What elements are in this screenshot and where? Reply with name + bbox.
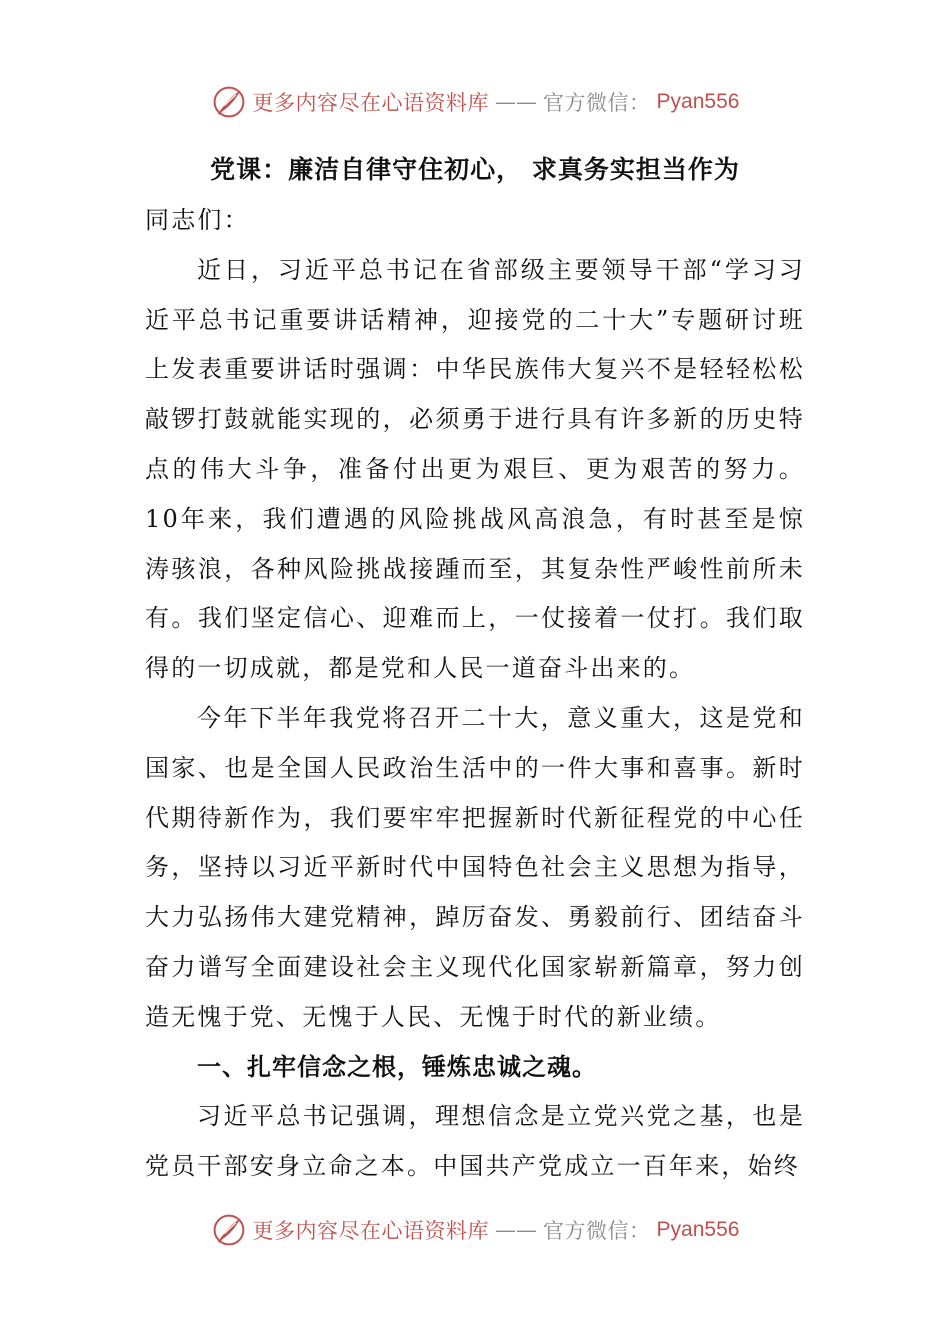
quill-pen-logo-icon: [211, 1212, 247, 1248]
watermark-contact-id: Pyan556: [656, 1218, 740, 1241]
watermark-contact-label: 官方微信：: [543, 91, 651, 115]
watermark-contact-label: 官方微信：: [543, 1219, 651, 1243]
watermark-text: 更多内容尽在心语资料库: [252, 91, 490, 115]
body-paragraph-1: 近日，习近平总书记在省部级主要领导干部“学习习近平总书记重要讲话精神，迎接党的二十大”专题研讨班上发表重要讲话时强调：中华民族伟大复兴不是轻轻松松敲锣打鼓就能实现的，必须勇于进行具有许多新的历史特点的伟大斗争，准备付出更为艰巨、更为艰苦的努力。10年来，我们遭遇的风险挑战风高浪急，有时甚至是惊涛骇浪，各种风险挑战接踵而至，其复杂性严峻性前所未有。我们坚定信心、迎难而上，一仗接着一仗打。我们取得的一切成就，都是党和人民一道奋斗出来的。: [145, 255, 805, 683]
section-paragraph-1: 习近平总书记强调，理想信念是立党兴党之基，也是党员干部安身立命之本。中国共产党成立一百年来，始终: [145, 1102, 805, 1181]
salutation: 同志们：: [145, 206, 250, 234]
body-paragraph-2: 今年下半年我党将召开二十大，意义重大，这是党和国家、也是全国人民政治生活中的一件大事和喜事。新时代期待新作为，我们要牢牢把握新时代新征程党的中心任务，坚持以习近平新时代中国特色社会主义思想为指导，大力弘扬伟大建党精神，踔厉奋发、勇毅前行、团结奋斗奋力谱写全面建设社会主义现代化国家崭新篇章，努力创造无愧于党、无愧于人民、无愧于时代的新业绩。: [145, 703, 805, 1031]
watermark-footer: [0, 1208, 950, 1252]
document-body: [145, 196, 805, 1192]
watermark-text: 更多内容尽在心语资料库: [252, 1219, 490, 1243]
watermark-dash: ——: [495, 90, 538, 114]
watermark-dash: ——: [495, 1218, 538, 1242]
watermark-contact-id: Pyan556: [656, 90, 740, 113]
section-heading-1: 一、扎牢信念之根，锤炼忠诚之魂。: [197, 1052, 597, 1081]
watermark-header: [0, 80, 950, 124]
quill-pen-logo-icon: [211, 84, 247, 120]
document-title: 党课：廉洁自律守住初心， 求真务实担当作为: [210, 155, 740, 184]
